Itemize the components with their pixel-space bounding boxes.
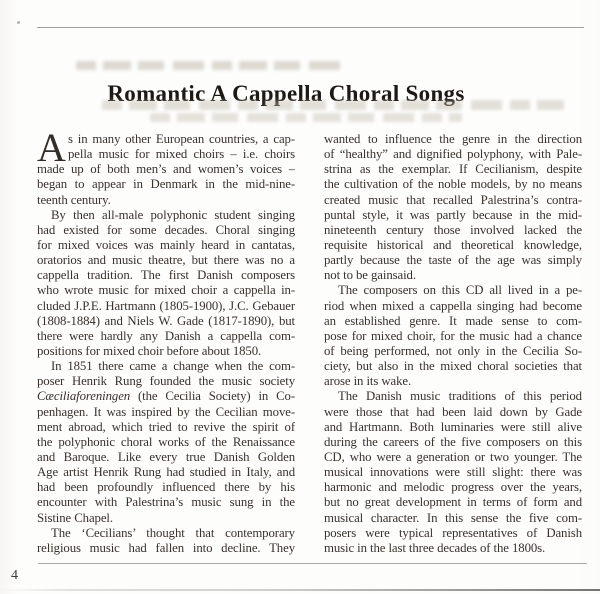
bottom-rule bbox=[38, 563, 587, 564]
text-line: pose for mixed choir, for the music had a chance bbox=[324, 328, 582, 343]
text-line: Sistine Chapel. bbox=[37, 510, 113, 525]
text-line: made up of both men’s and women’s voices – bbox=[37, 162, 295, 177]
text-line bbox=[37, 389, 295, 404]
text-line: poser Henrik Rung founded the music society bbox=[37, 374, 295, 389]
text-line: positions for mixed choir before about 1850. bbox=[37, 343, 262, 358]
text-line: had existed for some decades. Choral singing bbox=[37, 222, 295, 237]
text-line: were those that had been laid down by Gade bbox=[324, 404, 582, 419]
text-line: partly because the taste of the age was simply bbox=[324, 253, 582, 268]
bleedthrough-smudge bbox=[102, 100, 564, 110]
text-line: ment abroad, which tried to revive the spirit of bbox=[37, 419, 295, 434]
bleedthrough-smudge bbox=[150, 113, 462, 122]
text-line: encounter with Palestrina’s music sung in the bbox=[37, 495, 295, 510]
text-line: and Hartmann. Both luminaries were still alive bbox=[324, 419, 582, 434]
scan-edge-line bbox=[0, 589, 600, 591]
bleedthrough-smudge bbox=[76, 61, 348, 70]
text-line: posers were typical representatives of Danish bbox=[324, 525, 582, 540]
text-line: and Baroque. Like every true Danish Golden bbox=[37, 449, 295, 464]
text-line: penhagen. It was inspired by the Cecilian move- bbox=[37, 404, 295, 419]
text-line: teenth century. bbox=[37, 192, 111, 207]
scan-speck bbox=[17, 21, 20, 24]
top-rule bbox=[37, 27, 584, 28]
paragraph bbox=[324, 132, 582, 283]
text-line: puntal style, it was partly because in the mid- bbox=[324, 207, 582, 222]
text-line: CD, who were a generation or two younger. The bbox=[324, 449, 582, 464]
two-column-text bbox=[37, 125, 583, 556]
text-line: arose in its wake. bbox=[324, 374, 412, 389]
right-column bbox=[324, 132, 582, 556]
left-column bbox=[37, 125, 295, 556]
italic-text: Cæciliaforeningen bbox=[37, 389, 131, 404]
text-line: had been profoundly influenced there by his bbox=[37, 480, 295, 495]
text-line: of being performed, not only in the Cecilia So- bbox=[324, 343, 582, 358]
text-line: harmonic and melodic progress over the years, bbox=[324, 480, 582, 495]
text-line: there were hardly any Danish a cappella com- bbox=[37, 328, 295, 343]
text-line: religious music had fallen into decline. They bbox=[37, 540, 295, 555]
text-line: the polyphonic choral works of the Renaissance bbox=[37, 434, 295, 449]
text-line: created music that recalled Palestrina’s contra- bbox=[324, 192, 582, 207]
text-line: The composers on this CD all lived in a pe- bbox=[338, 283, 582, 298]
drop-cap: A bbox=[37, 125, 66, 170]
text-line: began to appear in Denmark in the mid-nine- bbox=[37, 177, 295, 192]
text-line: musical innovations were still slight: there was bbox=[324, 465, 582, 480]
text-line: an established genre. It made sense to com- bbox=[324, 313, 582, 328]
text-line: during the careers of the five composers on this bbox=[324, 434, 582, 449]
text-line: cluded J.P.E. Hartmann (1805-1900), J.C. Gebauer bbox=[37, 298, 295, 313]
text-line: ciety, but also in the mixed choral societies that bbox=[324, 359, 582, 374]
text-line: s in many other European countries, a cap- bbox=[68, 132, 295, 146]
text-line: The Danish music traditions of this period bbox=[338, 389, 582, 404]
text-line: Age artist Henrik Rung had studied in Italy, and bbox=[37, 465, 295, 480]
text-line: By then all-male polyphonic student singing bbox=[51, 207, 295, 222]
text-line: (1808-1884) and Niels W. Gade (1817-1890), but bbox=[37, 313, 295, 328]
text-line: wanted to influence the genre in the direction bbox=[324, 132, 582, 146]
paragraph bbox=[37, 359, 295, 526]
text-line: cappella tradition. The first Danish composers bbox=[37, 268, 295, 283]
text-line: music in the last three decades of the 1800s. bbox=[324, 540, 546, 555]
text-line: musical character. In this sense the five com- bbox=[324, 510, 582, 525]
text-line: oratorios and music theatre, but there was no a bbox=[37, 253, 295, 268]
page-number: 4 bbox=[11, 568, 18, 583]
text-line: pella music for mixed choirs – i.e. choirs bbox=[68, 147, 295, 162]
paragraph bbox=[37, 526, 295, 556]
text-line: for mixed voices was mainly heard in cantatas, bbox=[37, 237, 295, 252]
text-line: The ‘Cecilians’ thought that contemporary bbox=[51, 525, 295, 540]
text-line: the cultivation of the noble models, by no means bbox=[324, 177, 582, 192]
paragraph bbox=[37, 208, 295, 359]
page-title: Romantic A Cappella Choral Songs bbox=[107, 81, 465, 106]
paragraph bbox=[324, 283, 582, 389]
text-line: riod when mixed a cappella singing had become bbox=[324, 298, 582, 313]
text-line: not to be gainsaid. bbox=[324, 268, 416, 283]
text-segment: (the Cecilia Society) in Co- bbox=[130, 389, 295, 404]
paragraph bbox=[324, 389, 582, 556]
text-line: strina as the exemplar. If Cecilianism, despite bbox=[324, 162, 582, 177]
text-line: of “healthy” and dignified polyphony, with Pale- bbox=[324, 147, 582, 162]
paragraph bbox=[37, 125, 295, 208]
text-line: who wrote music for mixed choir a cappella in- bbox=[37, 283, 295, 298]
text-line: requisite historical and theoretical knowledge, bbox=[324, 237, 582, 252]
text-line: nineteenth century those involved lacked the bbox=[324, 222, 582, 237]
text-line: but no great development in terms of form and bbox=[324, 495, 582, 510]
text-line: In 1851 there came a change when the com- bbox=[51, 359, 295, 374]
